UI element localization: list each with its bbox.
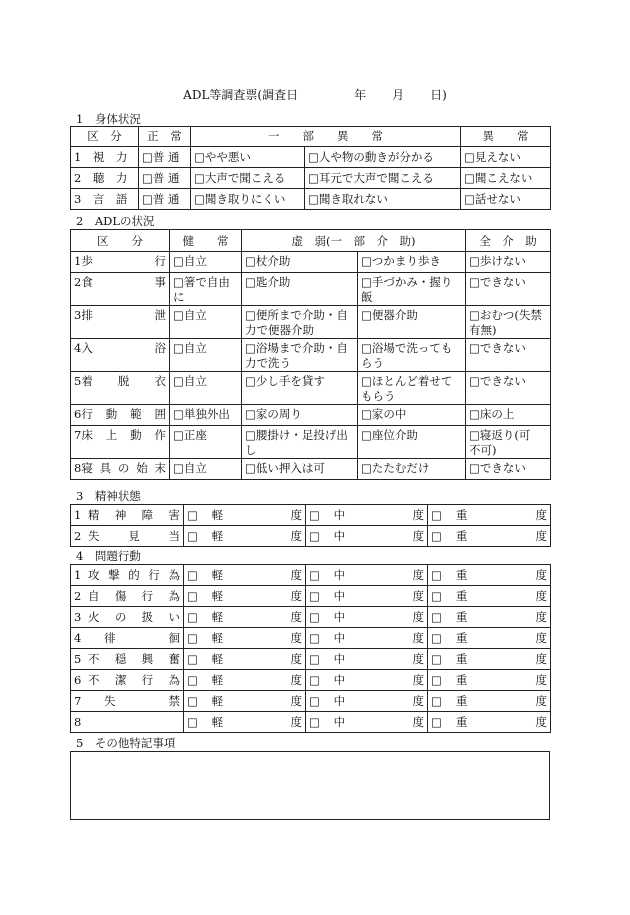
header-partial-abnormal: 一 部 異 常 xyxy=(191,127,461,147)
checkbox-weak-1[interactable]: □家の周り xyxy=(242,405,358,426)
checkbox-healthy[interactable]: □自立 xyxy=(170,459,242,480)
section-mental-heading: 3 精神状態 xyxy=(76,489,141,503)
checkbox-healthy[interactable]: □単独外出 xyxy=(170,405,242,426)
row-label: 8 xyxy=(71,712,184,733)
table-row xyxy=(71,273,551,306)
section-behavior-heading: 4 問題行動 xyxy=(76,549,141,563)
checkbox-weak-1[interactable]: □浴場まで介助・自力で洗う xyxy=(242,339,358,372)
checkbox-moderate[interactable]: □ 中 度 xyxy=(306,712,428,733)
physical-status-table xyxy=(70,126,551,210)
checkbox-weak-1[interactable]: □少し手を貸す xyxy=(242,372,358,405)
row-label: 8 寝具の始末 xyxy=(71,459,170,480)
table-row xyxy=(71,691,551,712)
form-title xyxy=(0,86,630,103)
checkbox-healthy[interactable]: □自立 xyxy=(170,252,242,273)
row-label: 3 排泄 xyxy=(71,306,170,339)
checkbox-mild[interactable]: □ 軽 度 xyxy=(184,628,306,649)
table-row xyxy=(71,306,551,339)
table-row xyxy=(71,147,551,168)
checkbox-moderate[interactable]: □ 中 度 xyxy=(306,670,428,691)
table-row xyxy=(71,372,551,405)
row-label: 6 不潔行為 xyxy=(71,670,184,691)
checkbox-severe[interactable]: □ 重 度 xyxy=(428,691,551,712)
checkbox-weak-2[interactable]: □たたむだけ xyxy=(358,459,466,480)
row-label: 2 自傷行為 xyxy=(71,586,184,607)
checkbox-full-assist[interactable]: □できない xyxy=(466,459,551,480)
checkbox-mild[interactable]: □ 軽 度 xyxy=(184,565,306,586)
checkbox-weak-2[interactable]: □つかまり歩き xyxy=(358,252,466,273)
checkbox-moderate[interactable]: □ 中 度 xyxy=(306,691,428,712)
row-label: 7 床上動作 xyxy=(71,426,170,459)
checkbox-severe[interactable]: □ 重 度 xyxy=(428,670,551,691)
title-month: 月 xyxy=(392,88,405,102)
checkbox-moderate[interactable]: □ 中 度 xyxy=(306,649,428,670)
checkbox-weak-1[interactable]: □杖介助 xyxy=(242,252,358,273)
checkbox-partial-1[interactable]: □大声で聞こえる xyxy=(191,168,305,189)
adl-status-table xyxy=(70,229,551,480)
table-row xyxy=(71,670,551,691)
checkbox-severe[interactable]: □ 重 度 xyxy=(428,712,551,733)
checkbox-abnormal[interactable]: □見えない xyxy=(461,147,551,168)
table-row xyxy=(71,339,551,372)
table-row xyxy=(71,628,551,649)
table-row xyxy=(71,405,551,426)
row-label: 1 精神障害 xyxy=(71,505,184,526)
row-label: 5 着脱衣 xyxy=(71,372,170,405)
table-row xyxy=(71,565,551,586)
behavior-table xyxy=(70,564,551,733)
checkbox-weak-1[interactable]: □匙介助 xyxy=(242,273,358,306)
row-label: 4 入浴 xyxy=(71,339,170,372)
row-label: 1 視 力 xyxy=(71,147,139,168)
checkbox-partial-1[interactable]: □聞き取りにくい xyxy=(191,189,305,210)
row-label: 7 失禁 xyxy=(71,691,184,712)
checkbox-weak-2[interactable]: □浴場で洗ってもらう xyxy=(358,339,466,372)
checkbox-mild[interactable]: □ 軽 度 xyxy=(184,691,306,712)
checkbox-partial-2[interactable]: □耳元で大声で聞こえる xyxy=(305,168,461,189)
checkbox-severe[interactable]: □ 重 度 xyxy=(428,607,551,628)
table-row xyxy=(71,607,551,628)
title-main: ADL等調査票(調査日 xyxy=(183,88,299,102)
checkbox-moderate[interactable]: □ 中 度 xyxy=(306,526,428,547)
checkbox-healthy[interactable]: □自立 xyxy=(170,306,242,339)
table-row xyxy=(71,426,551,459)
checkbox-healthy[interactable]: □箸で自由に xyxy=(170,273,242,306)
checkbox-weak-1[interactable]: □腰掛け・足投げ出し xyxy=(242,426,358,459)
row-label: 2 食事 xyxy=(71,273,170,306)
checkbox-mild[interactable]: □ 軽 度 xyxy=(184,505,306,526)
checkbox-severe[interactable]: □ 重 度 xyxy=(428,628,551,649)
checkbox-normal[interactable]: □普 通 xyxy=(139,147,191,168)
header-category: 区 分 xyxy=(71,230,170,252)
row-label: 3 火の扱い xyxy=(71,607,184,628)
checkbox-severe[interactable]: □ 重 度 xyxy=(428,649,551,670)
table-row xyxy=(71,712,551,733)
checkbox-moderate[interactable]: □ 中 度 xyxy=(306,586,428,607)
title-year: 年 xyxy=(354,88,367,102)
checkbox-healthy[interactable]: □自立 xyxy=(170,339,242,372)
checkbox-mild[interactable]: □ 軽 度 xyxy=(184,649,306,670)
checkbox-full-assist[interactable]: □寝返り(可 不可) xyxy=(466,426,551,459)
table-row xyxy=(71,526,551,547)
header-full-assist: 全 介 助 xyxy=(466,230,551,252)
table-row xyxy=(71,505,551,526)
checkbox-moderate[interactable]: □ 中 度 xyxy=(306,628,428,649)
checkbox-mild[interactable]: □ 軽 度 xyxy=(184,712,306,733)
row-label: 2 失見当 xyxy=(71,526,184,547)
checkbox-severe[interactable]: □ 重 度 xyxy=(428,586,551,607)
checkbox-severe[interactable]: □ 重 度 xyxy=(428,565,551,586)
row-label: 1 攻撃的行為 xyxy=(71,565,184,586)
checkbox-moderate[interactable]: □ 中 度 xyxy=(306,565,428,586)
checkbox-abnormal[interactable]: □聞こえない xyxy=(461,168,551,189)
checkbox-healthy[interactable]: □正座 xyxy=(170,426,242,459)
checkbox-severe[interactable]: □ 重 度 xyxy=(428,505,551,526)
checkbox-weak-2[interactable]: □家の中 xyxy=(358,405,466,426)
checkbox-mild[interactable]: □ 軽 度 xyxy=(184,586,306,607)
checkbox-weak-2[interactable]: □座位介助 xyxy=(358,426,466,459)
checkbox-partial-2[interactable]: □人や物の動きが分かる xyxy=(305,147,461,168)
checkbox-weak-1[interactable]: □便所まで介助・自力で便器介助 xyxy=(242,306,358,339)
header-healthy: 健 常 xyxy=(170,230,242,252)
table-row xyxy=(71,459,551,480)
checkbox-normal[interactable]: □普 通 xyxy=(139,168,191,189)
checkbox-mild[interactable]: □ 軽 度 xyxy=(184,526,306,547)
checkbox-moderate[interactable]: □ 中 度 xyxy=(306,505,428,526)
title-day: 日) xyxy=(430,88,447,102)
checkbox-abnormal[interactable]: □話せない xyxy=(461,189,551,210)
section-adl-heading: 2 ADLの状況 xyxy=(76,214,155,228)
row-label: 1 歩行 xyxy=(71,252,170,273)
checkbox-normal[interactable]: □普 通 xyxy=(139,189,191,210)
checkbox-full-assist[interactable]: □できない xyxy=(466,339,551,372)
section-notes-heading: 5 その他特記事項 xyxy=(76,736,176,750)
row-label: 6 行動範囲 xyxy=(71,405,170,426)
section-physical-heading: 1 身体状況 xyxy=(76,112,141,126)
checkbox-partial-1[interactable]: □やや悪い xyxy=(191,147,305,168)
table-row xyxy=(71,586,551,607)
table-row xyxy=(71,189,551,210)
header-category: 区 分 xyxy=(71,127,139,147)
mental-status-table xyxy=(70,504,551,547)
checkbox-full-assist[interactable]: □できない xyxy=(466,372,551,405)
header-normal: 正 常 xyxy=(139,127,191,147)
table-row xyxy=(71,168,551,189)
table-row xyxy=(71,252,551,273)
row-label: 4 徘徊 xyxy=(71,628,184,649)
checkbox-mild[interactable]: □ 軽 度 xyxy=(184,607,306,628)
checkbox-full-assist[interactable]: □床の上 xyxy=(466,405,551,426)
checkbox-weak-2[interactable]: □ほとんど着せてもらう xyxy=(358,372,466,405)
checkbox-weak-1[interactable]: □低い押入は可 xyxy=(242,459,358,480)
checkbox-moderate[interactable]: □ 中 度 xyxy=(306,607,428,628)
checkbox-partial-2[interactable]: □聞き取れない xyxy=(305,189,461,210)
checkbox-weak-2[interactable]: □便器介助 xyxy=(358,306,466,339)
notes-textarea[interactable] xyxy=(70,751,550,820)
table-row xyxy=(71,649,551,670)
row-label: 3 言 語 xyxy=(71,189,139,210)
checkbox-healthy[interactable]: □自立 xyxy=(170,372,242,405)
checkbox-full-assist[interactable]: □歩けない xyxy=(466,252,551,273)
checkbox-mild[interactable]: □ 軽 度 xyxy=(184,670,306,691)
checkbox-weak-2[interactable]: □手づかみ・握り飯 xyxy=(358,273,466,306)
row-label: 2 聴 力 xyxy=(71,168,139,189)
row-label: 5 不穏興奮 xyxy=(71,649,184,670)
header-weak: 虚 弱(一 部 介 助) xyxy=(242,230,466,252)
checkbox-full-assist[interactable]: □できない xyxy=(466,273,551,306)
checkbox-severe[interactable]: □ 重 度 xyxy=(428,526,551,547)
checkbox-full-assist[interactable]: □おむつ(失禁有無) xyxy=(466,306,551,339)
header-abnormal: 異 常 xyxy=(461,127,551,147)
